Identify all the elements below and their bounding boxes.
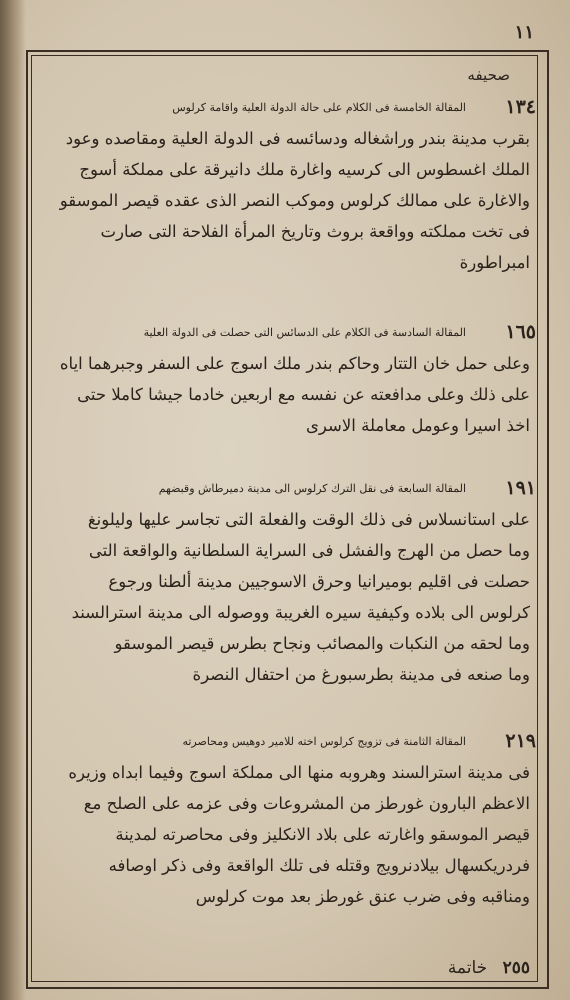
footer-label: خاتمة <box>447 958 488 978</box>
toc-page-number: ٢١٩ <box>505 730 536 752</box>
toc-entry-heading-line: المقالة السادسة فى الكلام على الدسائس التى حصلت فى الدولة العلية <box>143 326 466 339</box>
page-column-header: صحيفه <box>467 66 510 84</box>
toc-entry-line: ومناقبه وفى ضرب عنق غورطز بعد موت كرلوس <box>195 887 530 906</box>
toc-entry <box>34 473 536 690</box>
toc-entry-line: فى تخت مملكته وواقعة بروث وتاريخ المرأة الفلاحة التى صارت <box>100 222 530 241</box>
toc-entry-line: فى مدينة استرالسند وهروبه منها الى مملكة اسوج وفيما ابداه وزيره <box>68 763 530 782</box>
toc-entry-line: الاعظم البارون غورطز من المشروعات وفى عزمه على الصلح مع <box>83 794 530 813</box>
toc-entry <box>34 726 536 912</box>
toc-entry-line: الملك اغسطوس الى كرسيه واغارة ملك دانيرقة على مملكة أسوج <box>79 160 530 179</box>
toc-entry-line: كرلوس الى بلاده وكيفية سيره الغريبة ووصوله الى مدينة استرالسند <box>71 603 530 622</box>
toc-entry-line: على ذلك وعلى مدافعته عن نفسه مع اربعين خادما جيشا كاملا حتى <box>77 385 530 404</box>
toc-entry-line: فردريكسهال بيلادنرويج وقتله فى تلك الواقعة وفى ذكر اوصافه <box>108 856 530 875</box>
toc-footer-entry <box>40 958 530 978</box>
toc-entry-line: على استانسلاس فى ذلك الوقت والفعلة التى تجاسر عليها وليلونغ <box>87 510 530 529</box>
toc-entry-line: وما صنعه فى مدينة بطرسبورغ من احتفال النصرة <box>192 665 530 684</box>
toc-entry-heading-line: المقالة الخامسة فى الكلام على حالة الدولة العلية واقامة كرلوس <box>172 101 466 114</box>
toc-entry-line: وما حصل من الهرج والفشل فى السراية السلطانية والواقعة التى <box>88 541 530 560</box>
toc-entry-line: وعلى حمل خان التتار وحاكم بندر ملك اسوج على السفر وجبرهما اياه <box>59 354 530 373</box>
toc-entry-line: حصلت فى اقليم بوميرانيا وحرق الاسوجيين مدينة ألطنا ورجوع <box>108 572 530 591</box>
toc-entry <box>34 317 536 441</box>
toc-entry-line: امبراطورة <box>459 253 530 272</box>
toc-entry <box>34 92 536 278</box>
spine-shadow <box>0 0 26 1000</box>
toc-entry-heading-line: المقالة الثامنة فى تزويج كرلوس اخته للامير دوهيس ومحاصرته <box>182 735 466 748</box>
toc-entry-line: وما لحقه من النكبات والمصائب ونجاح بطرس قيصر الموسقو <box>114 634 530 653</box>
toc-entry-heading-line: المقالة السابعة فى نقل الترك كرلوس الى مدينة دميرطاش وقبضهم <box>158 482 466 495</box>
footer-page-number: ٢٥٥ <box>502 958 530 978</box>
folio-number: ١١ <box>514 22 534 43</box>
toc-entry-line: والاغارة على ممالك كرلوس وموكب النصر الذى عقده قيصر الموسقو <box>59 191 530 210</box>
toc-entry-line: قيصر الموسقو واغارته على بلاد الانكليز وفى محاصرته لمدينة <box>115 825 530 844</box>
toc-entry-line: اخذ اسيرا وعومل معاملة الاسرى <box>306 416 530 435</box>
toc-page-number: ١٦٥ <box>505 321 536 343</box>
toc-page-number: ١٩١ <box>505 477 536 499</box>
toc-page-number: ١٣٤ <box>505 96 536 118</box>
toc-entry-line: بقرب مدينة بندر وراشغاله ودسائسه فى الدولة العلية ومقاصده وعود <box>65 129 530 148</box>
